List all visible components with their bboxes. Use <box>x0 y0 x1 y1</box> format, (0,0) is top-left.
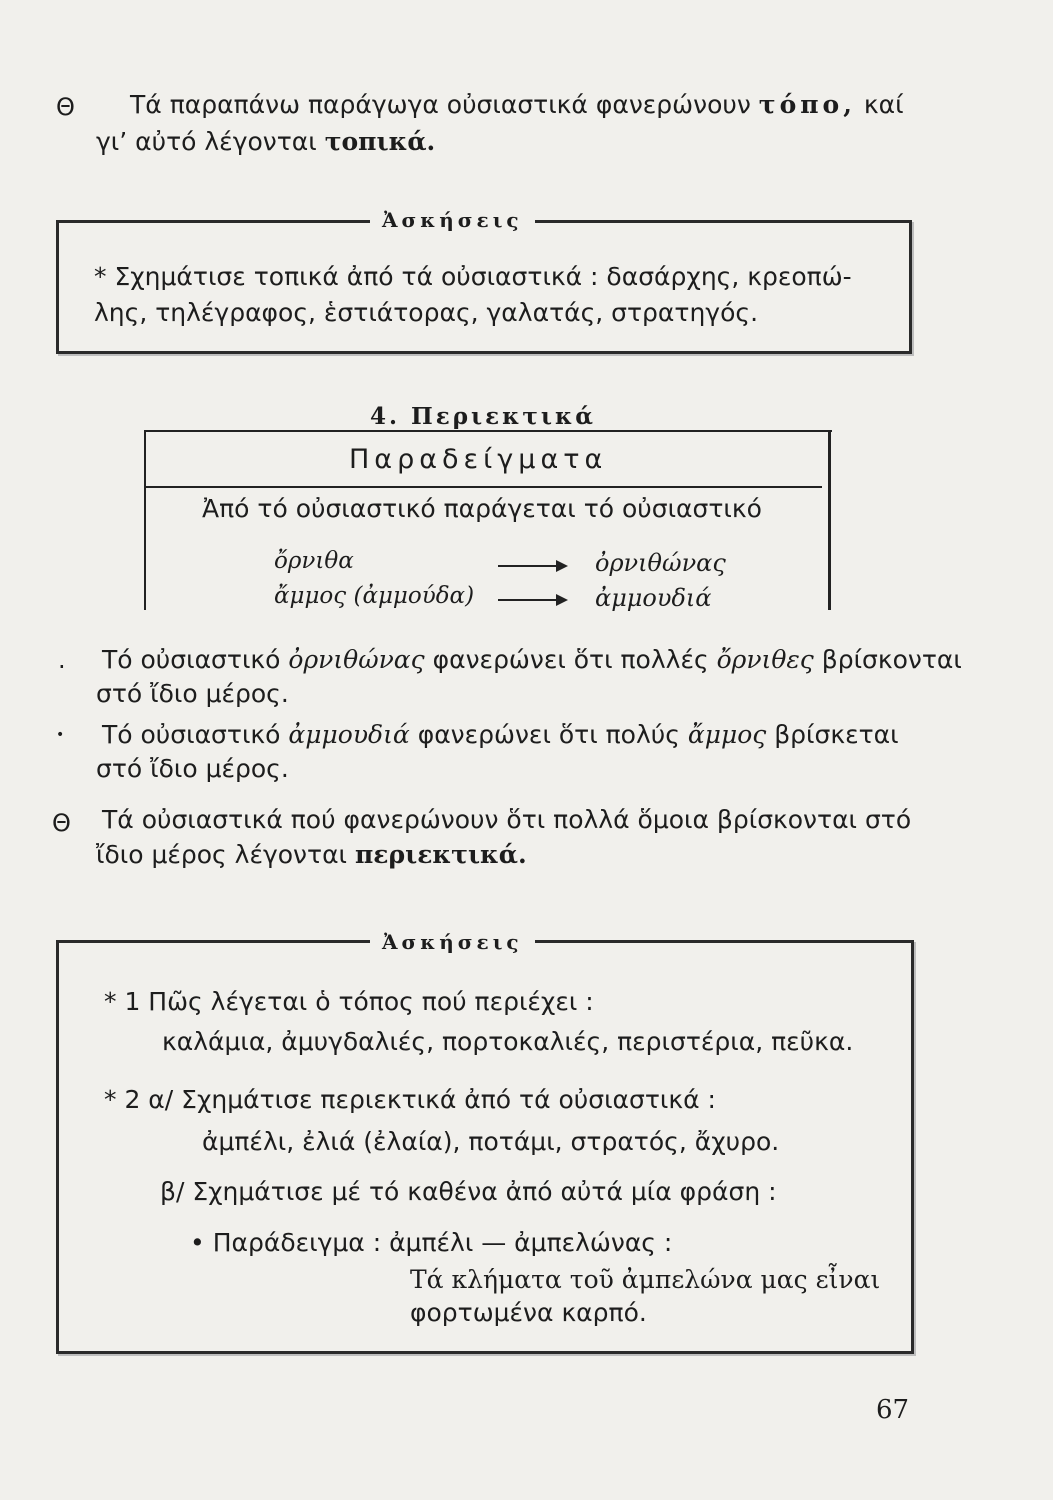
exercise-2-example-line1: Τά κλήματα τοῦ ἀμπελώνα μας εἶναι <box>410 1265 881 1294</box>
exercise-2-question-1: * 1 Πῶς λέγεται ὁ τόπος πού περιέχει : <box>104 987 594 1016</box>
table-left-border <box>144 430 146 610</box>
section-marker-theta: Θ <box>56 93 75 121</box>
exercise-box-1-title: Ἀσκήσεις <box>370 208 535 232</box>
exercise-2-question-1-words: καλάμια, ἀμυγδαλιές, πορτοκαλιές, περιστέρια, πεῦκα. <box>162 1027 854 1056</box>
table-title-divider <box>144 486 822 488</box>
examples-title: Παραδείγματα <box>349 444 608 475</box>
exercise-1-line1: * Σχημάτισε τοπικά ἀπό τά οὐσιαστικά : δασάρχης, κρεοπώ- <box>94 262 852 291</box>
arrow-icon <box>498 599 566 601</box>
example-row-1-source: ὄρνιθα <box>274 548 354 574</box>
term-topika: τοπικά. <box>324 127 436 156</box>
bullet-text: βρίσκονται <box>813 645 962 674</box>
exercise-2-question-2a: * 2 α/ Σχημάτισε περιεκτικά ἀπό τά οὐσιαστικά : <box>104 1085 716 1114</box>
page-number: 67 <box>876 1395 910 1425</box>
table-top-border <box>144 430 832 432</box>
example-row-2-derived: ἀμμουδιά <box>595 584 712 612</box>
bullet-italic-term: ὀρνιθώνας <box>288 645 425 674</box>
bullet-1-line1 <box>102 645 962 675</box>
exercise-1-line2: λης, τηλέγραφος, ἑστιάτορας, γαλατάς, στρατηγός. <box>94 298 759 327</box>
paragraph-topika <box>130 90 904 120</box>
section-marker-theta: Θ <box>52 809 71 837</box>
bullet-text: Τό οὐσιαστικό <box>102 720 289 749</box>
table-right-border <box>828 430 831 610</box>
bullet-2-line1 <box>102 720 899 750</box>
paragraph-topika-line2 <box>96 127 435 157</box>
bullet-text: φανερώνει ὅτι πολύς <box>409 720 688 749</box>
bullet-1-line2: στό ἴδιο μέρος. <box>96 679 289 708</box>
examples-header-text: Ἀπό τό οὐσιαστικό παράγεται τό οὐσιαστικό <box>202 494 762 523</box>
exercise-2-example-label: • Παράδειγμα : ἀμπέλι — ἀμπελώνας : <box>190 1228 673 1257</box>
bullet-text: φανερώνει ὅτι πολλές <box>424 645 717 674</box>
paragraph-periektika-line1: Τά οὐσιαστικά πού φανερώνουν ὅτι πολλά ὅμοια βρίσκονται στό <box>102 805 912 834</box>
exercise-2-question-2b: β/ Σχημάτισε μέ τό καθένα ἀπό αὐτά μία φράση : <box>160 1177 777 1206</box>
paragraph-text: ἴδιο μέρος λέγονται <box>96 840 355 869</box>
bullet-text: βρίσκεται <box>766 720 899 749</box>
example-row-2-source: ἄμμος (ἀμμούδα) <box>274 583 475 609</box>
bullet-italic-term: ὄρνιθες <box>716 645 814 674</box>
bullet-italic-term: ἀμμουδιά <box>288 720 410 749</box>
bullet-marker: • <box>56 727 65 743</box>
exercise-2-example-line2: φορτωμένα καρπό. <box>410 1298 647 1327</box>
section-heading: 4. Περιεκτικά <box>370 403 596 430</box>
bullet-text: Τό οὐσιαστικό <box>102 645 289 674</box>
example-row-1-derived: ὀρνιθώνας <box>595 549 726 577</box>
term-topo: τόπο, <box>758 90 856 119</box>
arrow-icon <box>498 565 566 567</box>
bullet-italic-term: ἄμμος <box>687 720 767 749</box>
exercise-2-question-2a-words: ἀμπέλι, ἐλιά (ἐλαία), ποτάμι, στρατός, ἄχυρο. <box>202 1127 780 1156</box>
bullet-2-line2: στό ἴδιο μέρος. <box>96 754 289 783</box>
paragraph-text: καί <box>855 90 904 119</box>
examples-table <box>144 430 832 610</box>
term-periektika: περιεκτικά. <box>354 840 527 869</box>
paragraph-text: Τά παραπάνω παράγωγα οὐσιαστικά φανερώνουν <box>130 90 759 119</box>
bullet-marker: . <box>58 646 66 674</box>
paragraph-periektika-line2 <box>96 840 527 870</box>
paragraph-text: γι’ αὐτό λέγονται <box>96 127 325 156</box>
exercise-box-2-title: Ἀσκήσεις <box>370 930 535 954</box>
